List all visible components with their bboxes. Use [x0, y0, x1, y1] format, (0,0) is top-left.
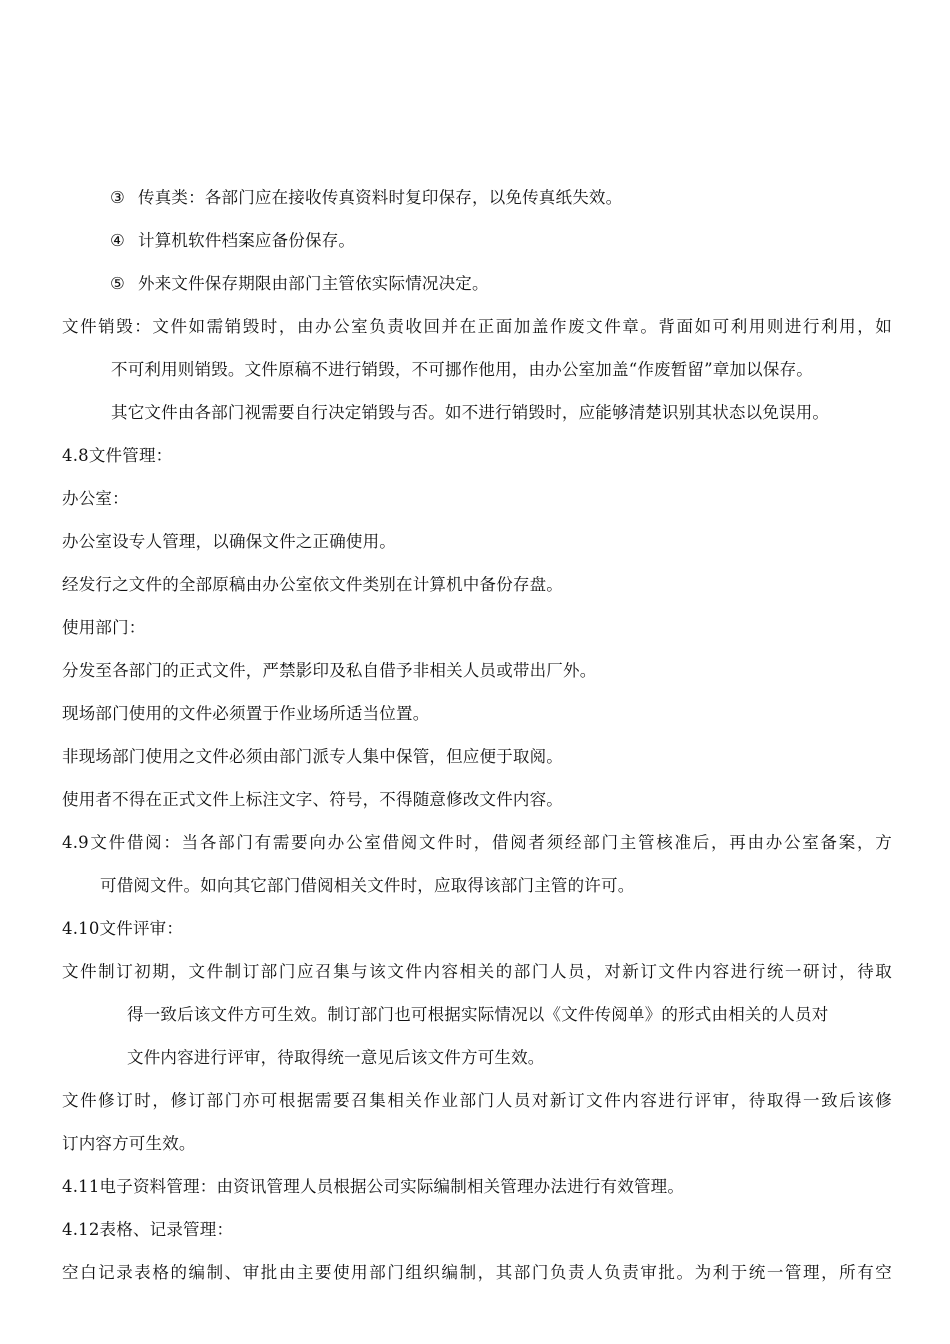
paragraph-line: 文件修订时，修订部门亦可根据需要召集相关作业部门人员对新订文件内容进行评审，待取得一致后该修 — [62, 1091, 892, 1110]
paragraph-line: 不可利用则销毁。文件原稿不进行销毁，不可挪作他用，由办公室加盖“作废暂留”章加以保存。 — [111, 360, 813, 379]
section-heading: 4.11电子资料管理：由资讯管理人员根据公司实际编制相关管理办法进行有效管理。 — [62, 1177, 685, 1196]
section-heading: 4.8文件管理： — [62, 446, 173, 465]
paragraph-line: 经发行之文件的全部原稿由办公室依文件类别在计算机中备份存盘。 — [62, 575, 563, 594]
paragraph-line: 其它文件由各部门视需要自行决定销毁与否。如不进行销毁时，应能够清楚识别其状态以免误用。 — [111, 403, 830, 422]
paragraph-line: 可借阅文件。如向其它部门借阅相关文件时，应取得该部门主管的许可。 — [100, 876, 635, 895]
section-heading: 4.10文件评审： — [62, 919, 184, 938]
paragraph-line: 非现场部门使用之文件必须由部门派专人集中保管，但应便于取阅。 — [62, 747, 563, 766]
list-item-external — [110, 274, 489, 294]
paragraph-line: 文件销毁：文件如需销毁时，由办公室负责收回并在正面加盖作废文件章。背面如可利用则进行利用，如 — [62, 317, 892, 336]
paragraph-line: 空白记录表格的编制、审批由主要使用部门组织编制，其部门负责人负责审批。为利于统一管理，所有空 — [62, 1263, 892, 1282]
paragraph-line: 使用者不得在正式文件上标注文字、符号，不得随意修改文件内容。 — [62, 790, 563, 809]
section-heading: 4.12表格、记录管理： — [62, 1220, 234, 1239]
list-text: 外来文件保存期限由部门主管依实际情况决定。 — [138, 274, 489, 293]
list-number: ③ — [110, 188, 125, 207]
list-item-fax — [110, 188, 622, 208]
paragraph-line: 办公室设专人管理，以确保文件之正确使用。 — [62, 532, 396, 551]
section-heading-borrow: 4.9文件借阅：当各部门有需要向办公室借阅文件时，借阅者须经部门主管核准后，再由办公室备案，方 — [62, 833, 892, 852]
paragraph-line: 文件制订初期，文件制订部门应召集与该文件内容相关的部门人员，对新订文件内容进行统一研讨，待取 — [62, 962, 892, 981]
list-number: ⑤ — [110, 274, 125, 293]
list-number: ④ — [110, 231, 125, 250]
paragraph-line: 现场部门使用的文件必须置于作业场所适当位置。 — [62, 704, 430, 723]
subheading: 办公室： — [62, 489, 129, 508]
paragraph-line: 订内容方可生效。 — [62, 1134, 196, 1153]
paragraph-line: 得一致后该文件方可生效。制订部门也可根据实际情况以《文件传阅单》的形式由相关的人员对 — [127, 1005, 829, 1024]
paragraph-line: 文件内容进行评审，待取得统一意见后该文件方可生效。 — [127, 1048, 545, 1067]
list-item-software — [110, 231, 355, 251]
paragraph-line: 分发至各部门的正式文件，严禁影印及私自借予非相关人员或带出厂外。 — [62, 661, 597, 680]
list-text: 计算机软件档案应备份保存。 — [138, 231, 356, 250]
subheading: 使用部门： — [62, 618, 146, 637]
list-text: 传真类：各部门应在接收传真资料时复印保存，以免传真纸失效。 — [138, 188, 623, 207]
